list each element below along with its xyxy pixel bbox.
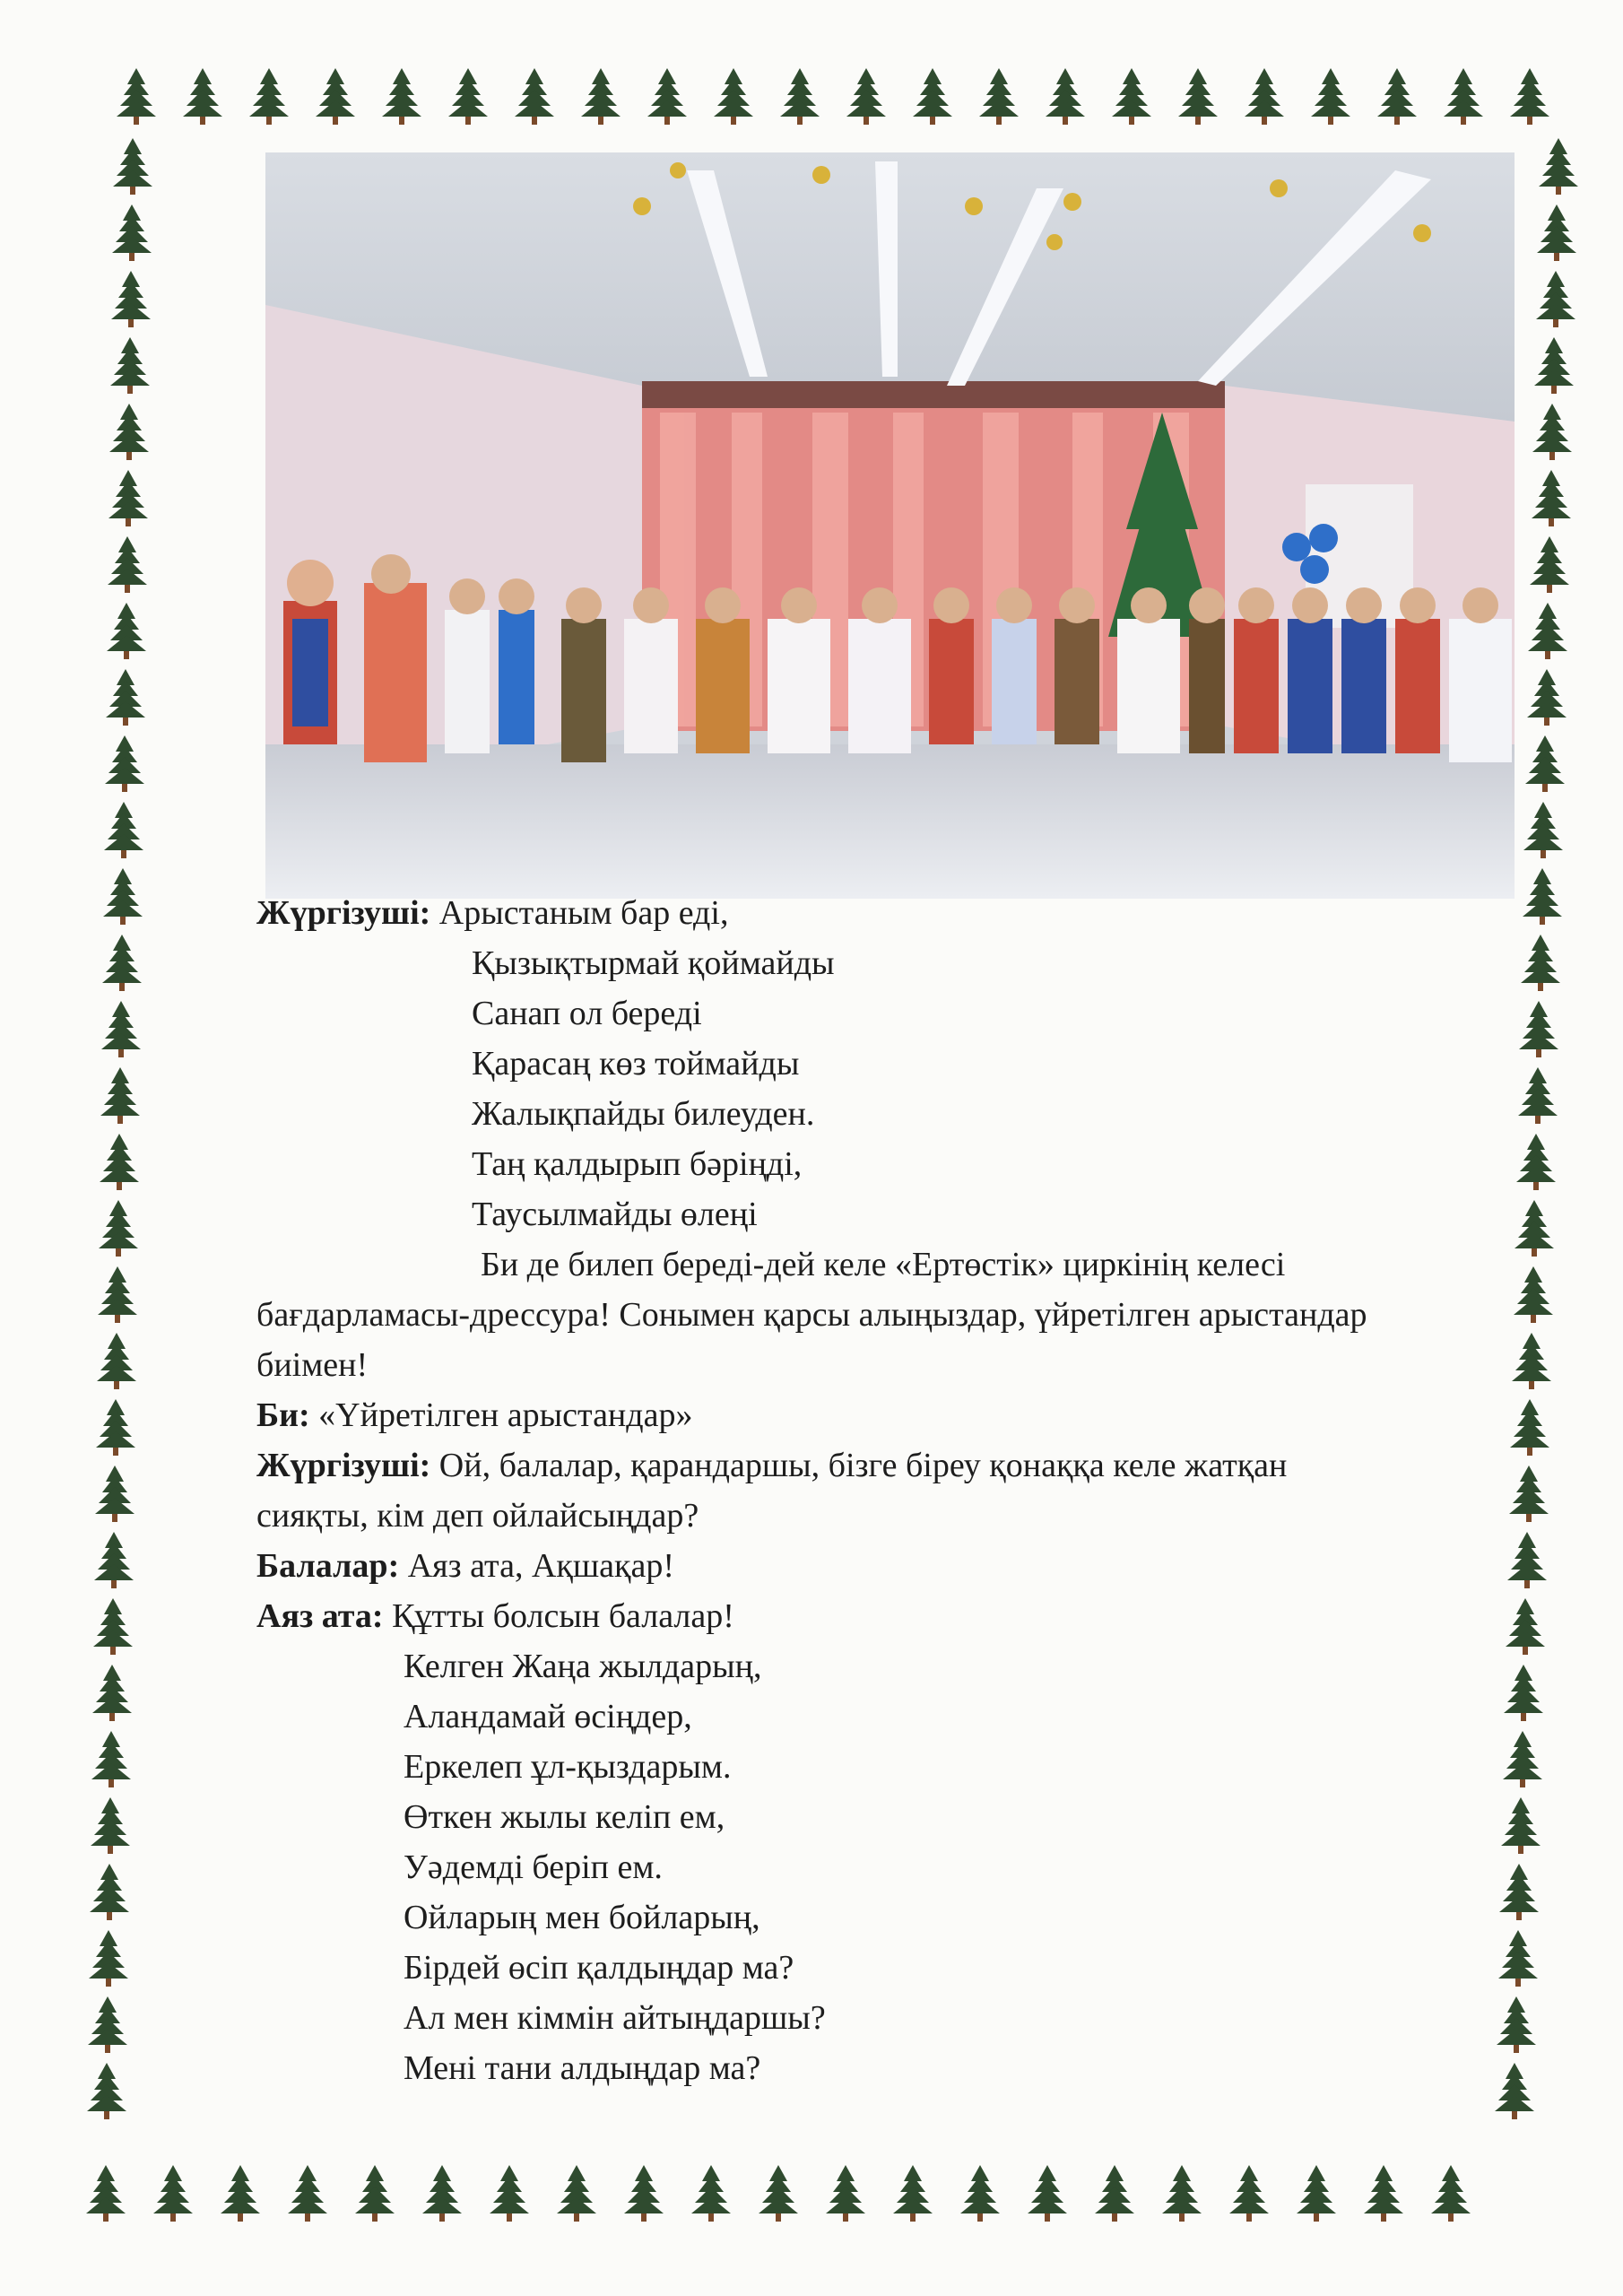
- fir-tree-icon: [108, 536, 147, 593]
- fir-tree-icon: [1534, 337, 1574, 394]
- fir-tree-icon: [960, 2165, 1000, 2222]
- fir-tree-icon: [448, 68, 488, 125]
- speaker-label: Жүргізуші:: [256, 894, 431, 932]
- dance-line: Би: «Үйретілген арыстандар»: [256, 1396, 693, 1434]
- fir-tree-icon: [1444, 68, 1483, 125]
- speaker-label: Би:: [256, 1396, 310, 1434]
- fir-tree-icon: [1525, 735, 1565, 792]
- fir-tree-icon: [94, 1532, 134, 1588]
- verse-line: Өткен жылы келіп ем,: [404, 1798, 725, 1836]
- verse-line: Ал мен кіммін айтыңдаршы?: [404, 1999, 826, 2037]
- fir-tree-icon: [1431, 2165, 1471, 2222]
- fir-tree-icon: [153, 2165, 193, 2222]
- verse-line: Санап ол береді: [472, 995, 702, 1032]
- fir-tree-icon: [95, 1465, 135, 1522]
- fir-tree-icon: [780, 68, 820, 125]
- fir-tree-icon: [89, 1930, 128, 1987]
- speaker-label: Жүргізуші:: [256, 1447, 431, 1484]
- fir-tree-icon: [355, 2165, 395, 2222]
- fir-tree-icon: [826, 2165, 865, 2222]
- fir-tree-icon: [1510, 68, 1549, 125]
- fir-tree-icon: [759, 2165, 798, 2222]
- fir-tree-icon: [112, 204, 152, 261]
- fir-tree-icon: [846, 68, 886, 125]
- paragraph-line: Би де билеп береді-дей келе «Ертөстік» циркінің келесі: [481, 1246, 1286, 1283]
- ayaz-line: Аяз ата: Құтты болсын балалар!: [256, 1597, 734, 1635]
- fir-tree-icon: [1178, 68, 1218, 125]
- speaker-label: Аяз ата:: [256, 1597, 384, 1635]
- fir-tree-icon: [624, 2165, 664, 2222]
- fir-tree-icon: [93, 1598, 133, 1655]
- fir-tree-icon: [111, 271, 151, 327]
- verse-line: Аландамай өсіңдер,: [404, 1698, 692, 1735]
- fir-tree-icon: [98, 1266, 137, 1323]
- fir-tree-icon: [557, 2165, 596, 2222]
- fir-tree-icon: [1229, 2165, 1269, 2222]
- fir-tree-icon: [1377, 68, 1417, 125]
- host-line-2: Жүргізуші: Ой, балалар, қарандаршы, бізге біреу қонаққа келе жатқан: [256, 1447, 1288, 1484]
- fir-tree-icon: [103, 868, 143, 925]
- fir-tree-icon: [913, 68, 952, 125]
- fir-tree-icon: [1028, 2165, 1067, 2222]
- speaker-label: Балалар:: [256, 1547, 400, 1585]
- fir-tree-icon: [691, 2165, 731, 2222]
- fir-tree-icon: [647, 68, 687, 125]
- verse-line: Мені тани алдыңдар ма?: [404, 2049, 761, 2087]
- script-text: [256, 888, 1530, 2093]
- host-line-1: Жүргізуші: Арыстаным бар еді,: [256, 894, 729, 932]
- fir-tree-icon: [109, 404, 149, 460]
- fir-tree-icon: [422, 2165, 462, 2222]
- fir-tree-icon: [1532, 404, 1572, 460]
- verse-line: Еркелеп ұл-қыздарым.: [404, 1748, 732, 1786]
- fir-tree-icon: [1523, 802, 1563, 858]
- fir-tree-icon: [104, 802, 143, 858]
- event-photo: [265, 152, 1515, 899]
- fir-tree-icon: [490, 2165, 529, 2222]
- verse-line: Қарасаң көз тоймайды: [472, 1045, 800, 1083]
- verse-line: Қызықтырмай қоймайды: [472, 944, 835, 982]
- fir-tree-icon: [1528, 603, 1567, 659]
- fir-tree-icon: [1364, 2165, 1403, 2222]
- fir-tree-icon: [106, 669, 145, 726]
- fir-tree-icon: [382, 68, 421, 125]
- fir-tree-icon: [1530, 536, 1569, 593]
- verse-line: Уәдемді беріп ем.: [404, 1848, 663, 1886]
- fir-tree-icon: [99, 1200, 138, 1257]
- fir-tree-icon: [979, 68, 1019, 125]
- fir-tree-icon: [1539, 138, 1578, 195]
- paragraph-line: бағдарламасы-дрессура! Сонымен қарсы алыңыздар, үйретілген арыстандар: [256, 1296, 1367, 1334]
- verse-line: Ойларың мен бойларың,: [404, 1899, 760, 1936]
- fir-tree-icon: [515, 68, 554, 125]
- fir-tree-icon: [113, 138, 152, 195]
- fir-tree-icon: [581, 68, 621, 125]
- fir-tree-icon: [107, 603, 146, 659]
- fir-tree-icon: [714, 68, 753, 125]
- fir-tree-icon: [893, 2165, 933, 2222]
- fir-tree-icon: [1297, 2165, 1336, 2222]
- fir-tree-icon: [183, 68, 222, 125]
- fir-tree-icon: [108, 470, 148, 526]
- verse-line: Таң қалдырып бәріңді,: [472, 1145, 803, 1183]
- fir-tree-icon: [102, 935, 142, 991]
- fir-tree-icon: [105, 735, 144, 792]
- fir-tree-icon: [1095, 2165, 1134, 2222]
- fir-tree-icon: [249, 68, 289, 125]
- fir-tree-icon: [1536, 271, 1575, 327]
- fir-tree-icon: [117, 68, 156, 125]
- fir-tree-icon: [1245, 68, 1284, 125]
- fir-tree-icon: [1046, 68, 1085, 125]
- fir-tree-icon: [90, 1864, 129, 1920]
- fir-tree-icon: [316, 68, 355, 125]
- paragraph-line: биімен!: [256, 1346, 369, 1384]
- fir-tree-icon: [97, 1333, 136, 1389]
- verse-line: Жалықпайды билеуден.: [472, 1095, 815, 1133]
- fir-tree-icon: [100, 1067, 140, 1124]
- children-line: Балалар: Аяз ата, Ақшақар!: [256, 1547, 674, 1585]
- fir-tree-icon: [101, 1001, 141, 1057]
- fir-tree-icon: [91, 1731, 131, 1787]
- fir-tree-icon: [1527, 669, 1567, 726]
- fir-tree-icon: [1537, 204, 1576, 261]
- verse-line: Бірдей өсіп қалдыңдар ма?: [404, 1949, 794, 1987]
- fir-tree-icon: [100, 1134, 139, 1190]
- fir-tree-icon: [1311, 68, 1350, 125]
- fir-tree-icon: [288, 2165, 327, 2222]
- fir-tree-icon: [110, 337, 150, 394]
- verse-line: Келген Жаңа жылдарың,: [404, 1648, 762, 1685]
- fir-tree-icon: [87, 2063, 126, 2119]
- fir-tree-icon: [92, 1665, 132, 1721]
- fir-tree-icon: [1162, 2165, 1202, 2222]
- verse-line: Таусылмайды өлеңі: [472, 1196, 758, 1233]
- fir-tree-icon: [88, 1996, 127, 2053]
- fir-tree-icon: [1112, 68, 1151, 125]
- fir-tree-icon: [1532, 470, 1571, 526]
- host-line-2-cont: сияқты, кім деп ойлайсыңдар?: [256, 1497, 699, 1535]
- fir-tree-icon: [91, 1797, 130, 1854]
- fir-tree-icon: [221, 2165, 260, 2222]
- fir-tree-icon: [86, 2165, 126, 2222]
- fir-tree-icon: [96, 1399, 135, 1456]
